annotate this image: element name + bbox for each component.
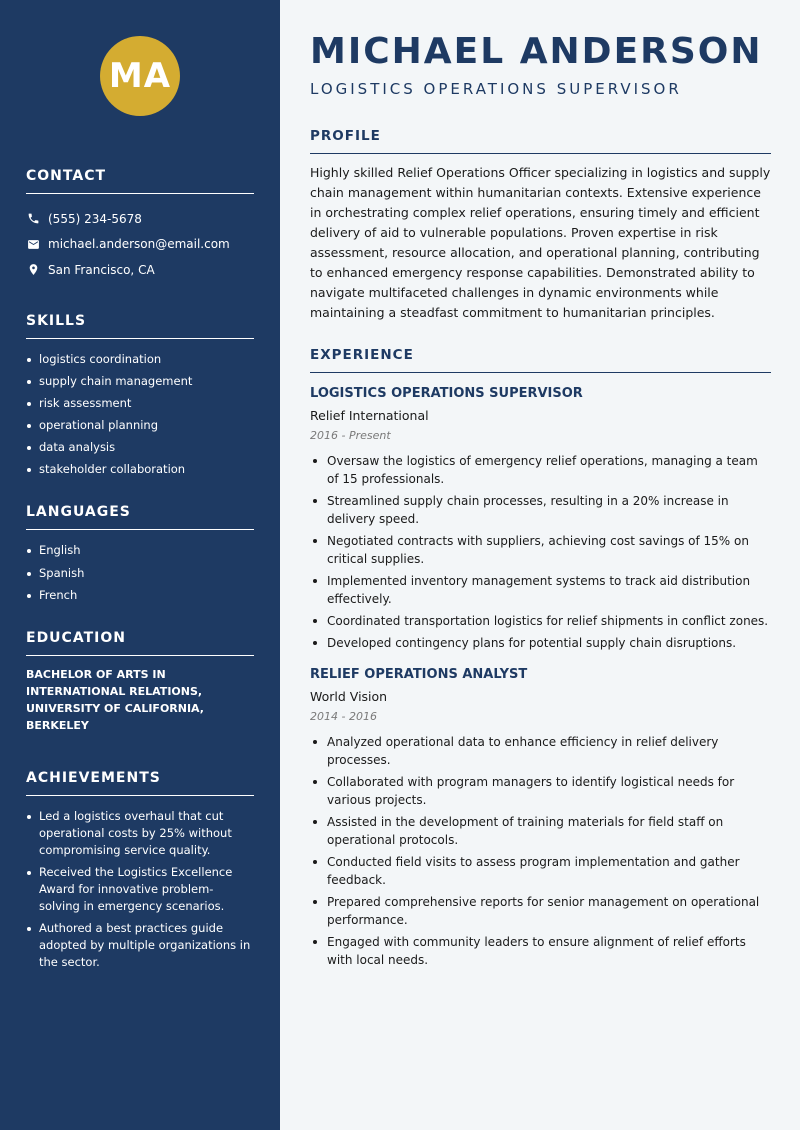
candidate-name: MICHAEL ANDERSON bbox=[310, 31, 763, 72]
skill-item: supply chain management bbox=[26, 373, 254, 390]
skill-item: logistics coordination bbox=[26, 351, 254, 368]
job-entry bbox=[310, 666, 771, 969]
phone-text: (555) 234-5678 bbox=[48, 211, 142, 226]
job-dates: 2016 - Present bbox=[310, 429, 391, 442]
education-degree: BACHELOR OF ARTS IN INTERNATIONAL RELATIONS, UNIVERSITY OF CALIFORNIA, BERKELEY bbox=[26, 667, 204, 732]
job-title: RELIEF OPERATIONS ANALYST bbox=[310, 667, 528, 682]
profile-section bbox=[310, 128, 771, 323]
language-item: Spanish bbox=[26, 565, 254, 582]
education-heading: EDUCATION bbox=[26, 630, 254, 656]
avatar-initials: MA bbox=[108, 56, 172, 96]
languages-list bbox=[26, 542, 254, 603]
candidate-title: LOGISTICS OPERATIONS SUPERVISOR bbox=[310, 80, 682, 98]
job-bullet: Conducted field visits to assess program implementation and gather feedback. bbox=[310, 853, 771, 889]
languages-section bbox=[26, 504, 254, 603]
languages-heading: LANGUAGES bbox=[26, 504, 254, 530]
achievement-item: Received the Logistics Excellence Award for innovative problem-solving in emergency scenarios. bbox=[26, 864, 254, 915]
job-bullet: Streamlined supply chain processes, resulting in a 20% increase in delivery speed. bbox=[310, 492, 771, 528]
achievements-list bbox=[26, 808, 254, 971]
skill-item: risk assessment bbox=[26, 395, 254, 412]
job-bullet: Negotiated contracts with suppliers, achieving cost savings of 15% on critical supplies. bbox=[310, 532, 771, 568]
job-bullet: Implemented inventory management systems to track aid distribution effectively. bbox=[310, 572, 771, 608]
location-text: San Francisco, CA bbox=[48, 262, 155, 277]
contact-email[interactable] bbox=[26, 232, 254, 258]
job-organization: Relief International bbox=[310, 408, 429, 423]
achievements-heading: ACHIEVEMENTS bbox=[26, 770, 254, 796]
job-bullet: Collaborated with program managers to identify logistical needs for various projects. bbox=[310, 773, 771, 809]
job-bullet: Coordinated transportation logistics for relief shipments in conflict zones. bbox=[310, 612, 771, 630]
email-icon bbox=[26, 237, 40, 251]
job-organization: World Vision bbox=[310, 689, 388, 704]
profile-text: Highly skilled Relief Operations Officer specializing in logistics and supply chain management within humanitarian contexts. Extensive experience in orchestrating complex relief operations, ensuring timely and efficient delivery of aid to vulnerable populations. Proven expertise in risk assessment, resource allocation, and operational planning, contributing to enhanced emergency response capabilities. Demonstrated ability to navigate multifaceted challenges in dynamic environments while maintaining a steadfast commitment to humanitarian principles. bbox=[310, 165, 771, 320]
job-bullet: Engaged with community leaders to ensure alignment of relief efforts with local needs. bbox=[310, 933, 771, 969]
skills-section bbox=[26, 313, 254, 479]
achievement-item: Led a logistics overhaul that cut operational costs by 25% without compromising service quality. bbox=[26, 808, 254, 859]
contact-location bbox=[26, 257, 254, 283]
skills-heading: SKILLS bbox=[26, 313, 254, 339]
skill-item: operational planning bbox=[26, 417, 254, 434]
skill-item: data analysis bbox=[26, 439, 254, 456]
language-item: English bbox=[26, 542, 254, 559]
job-bullet: Oversaw the logistics of emergency relief operations, managing a team of 15 professionals. bbox=[310, 452, 771, 488]
avatar bbox=[100, 36, 180, 116]
profile-heading: PROFILE bbox=[310, 128, 771, 154]
job-bullet: Prepared comprehensive reports for senior management on operational performance. bbox=[310, 893, 771, 929]
education-section bbox=[26, 630, 254, 734]
contact-section bbox=[26, 168, 254, 283]
job-dates: 2014 - 2016 bbox=[310, 710, 377, 723]
experience-heading: EXPERIENCE bbox=[310, 347, 771, 373]
skills-list bbox=[26, 351, 254, 479]
sidebar bbox=[0, 0, 280, 1130]
job-bullet: Assisted in the development of training materials for field staff on operational protocols. bbox=[310, 813, 771, 849]
job-bullet: Developed contingency plans for potential supply chain disruptions. bbox=[310, 634, 771, 652]
experience-section bbox=[310, 347, 771, 969]
skill-item: stakeholder collaboration bbox=[26, 461, 254, 478]
achievement-item: Authored a best practices guide adopted by multiple organizations in the sector. bbox=[26, 920, 254, 971]
achievements-section bbox=[26, 770, 254, 971]
language-item: French bbox=[26, 587, 254, 604]
job-responsibilities bbox=[310, 452, 771, 652]
job-bullet: Analyzed operational data to enhance efficiency in relief delivery processes. bbox=[310, 733, 771, 769]
job-entry bbox=[310, 385, 771, 652]
email-text: michael.anderson@email.com bbox=[48, 237, 230, 252]
phone-icon bbox=[26, 212, 40, 226]
contact-phone[interactable] bbox=[26, 206, 254, 232]
job-responsibilities bbox=[310, 733, 771, 969]
contact-heading: CONTACT bbox=[26, 168, 254, 194]
location-pin-icon bbox=[26, 263, 40, 277]
main-content bbox=[280, 0, 800, 1130]
job-title: LOGISTICS OPERATIONS SUPERVISOR bbox=[310, 386, 583, 401]
